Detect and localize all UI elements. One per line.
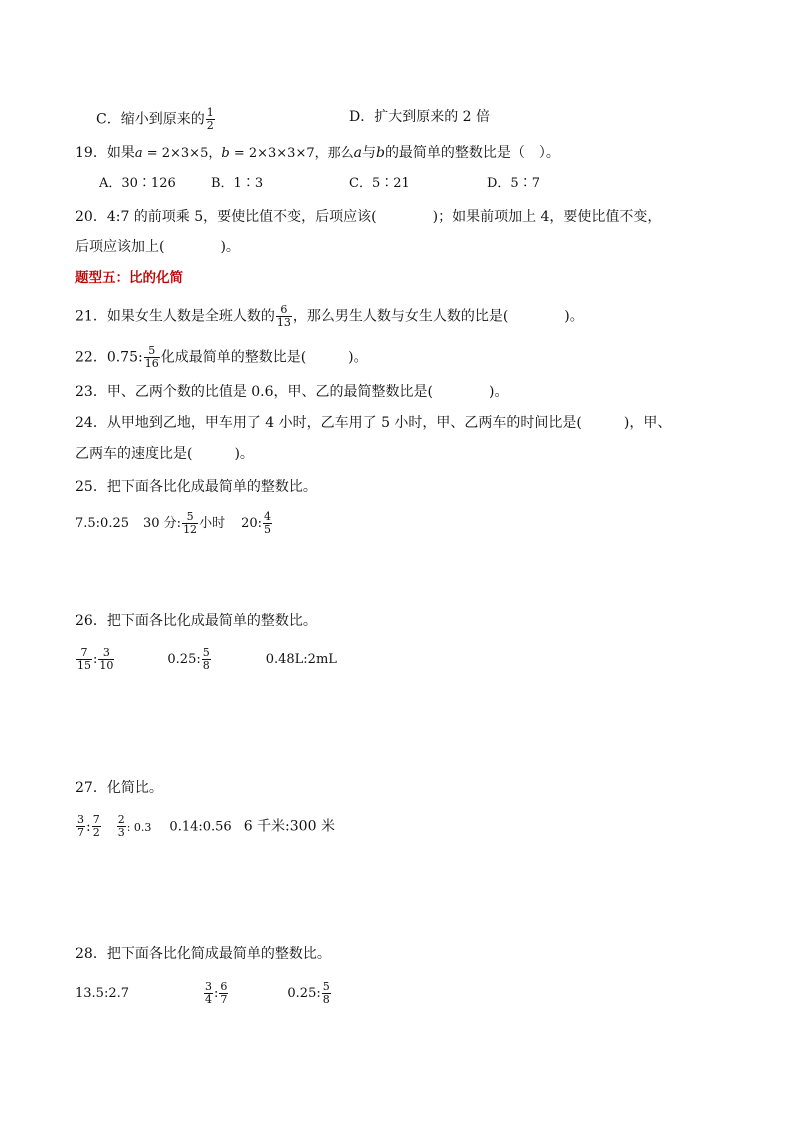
q24-line1: 24．从甲地到乙地，甲车用了 4 小时，乙车用了 5 小时，甲、乙两车的时间比是( )，甲、 xyxy=(75,415,672,431)
ratio-item: $\frac{3}{7}$ : $\frac{7}{2}$ xyxy=(77,813,100,839)
q25-title: 25．把下面各比化成最简单的整数比。 xyxy=(75,479,317,495)
q18-option-d: D．扩大到原来的 2 倍 xyxy=(349,109,491,125)
q19-option-b: B．1∶3 xyxy=(211,176,264,191)
q23-question: 23．甲、乙两个数的比值是 0.6，甲、乙的最简整数比是( )。 xyxy=(75,384,509,400)
ratio-item: 0.48L:2mL xyxy=(265,652,337,667)
fraction: $\frac{7}{2}$ xyxy=(92,813,100,839)
q26-items xyxy=(75,647,337,672)
q24-line2: 乙两车的速度比是( )。 xyxy=(75,446,254,462)
q19-option-a: A．30∶126 xyxy=(99,176,176,191)
q21-question: 21．如果女生人数是全班人数的 $\frac{6}{13}$ ，那么男生人数与女生人数的比是( )。 xyxy=(75,303,584,329)
q19-option-c: C．5∶21 xyxy=(349,176,410,191)
ratio-item: 0.14:0.56 xyxy=(169,819,232,835)
q27-items xyxy=(75,814,335,839)
fraction: $\frac{1}{2}$ xyxy=(206,106,214,132)
q18-option-c xyxy=(96,107,216,132)
fraction: $\frac{2}{3}$ xyxy=(117,813,125,839)
q26-title: 26．把下面各比化成最简单的整数比。 xyxy=(75,613,317,629)
fraction: $\frac{6}{13}$ xyxy=(276,303,291,329)
ratio-item: 6 千米:300 米 xyxy=(243,818,335,835)
fraction: $\frac{7}{15}$ xyxy=(77,646,91,672)
fraction: $\frac{5}{8}$ xyxy=(202,646,210,672)
q28-items xyxy=(75,981,332,1006)
ratio-item: 7.5:0.25 xyxy=(75,516,129,531)
q20-line2: 后项应该加上( )。 xyxy=(75,239,240,255)
ratio-item: 30 分: $\frac{5}{12}$ 小时 xyxy=(143,510,226,536)
fraction: $\frac{3}{10}$ xyxy=(99,646,114,672)
fraction: $\frac{3}{7}$ xyxy=(77,813,84,839)
fraction: $\frac{5}{8}$ xyxy=(322,980,330,1006)
q28-title: 28．把下面各比化简成最简单的整数比。 xyxy=(75,946,331,962)
q19-option-d: D．5∶7 xyxy=(487,176,540,191)
q27-title: 27．化简比。 xyxy=(75,780,163,796)
option-text: C．缩小到原来的 xyxy=(96,111,205,128)
section-heading: 题型五：比的化简 xyxy=(75,270,183,286)
q19-question: 19．如果a = 2×3×5，b = 2×3×3×7，那么a与b的最简单的整数比是（ ）。 xyxy=(75,145,560,161)
q20-line1: 20．4:7 的前项乘 5，要使比值不变，后项应该( )；如果前项加上 4，要使比值不变， xyxy=(75,209,662,225)
fraction: $\frac{3}{4}$ xyxy=(205,980,212,1006)
ratio-item: 0.25: $\frac{5}{8}$ xyxy=(287,980,330,1006)
fraction: $\frac{5}{16}$ xyxy=(144,344,159,370)
fraction: $\frac{6}{7}$ xyxy=(220,980,228,1006)
fraction: $\frac{4}{5}$ xyxy=(264,510,271,536)
q25-items xyxy=(75,511,273,536)
ratio-item: 0.25: $\frac{5}{8}$ xyxy=(167,646,210,672)
ratio-item: $\frac{2}{3}$ : 0.3 xyxy=(117,813,152,839)
ratio-item: $\frac{3}{4}$ : $\frac{6}{7}$ xyxy=(205,980,228,1006)
ratio-item: $\frac{7}{15}$ : $\frac{3}{10}$ xyxy=(77,646,114,672)
q22-question: 22．0.75: $\frac{5}{16}$ 化成最简单的整数比是( )。 xyxy=(75,344,368,370)
ratio-item: 20: $\frac{4}{5}$ xyxy=(241,510,271,536)
ratio-item: 13.5:2.7 xyxy=(75,986,129,1001)
fraction: $\frac{5}{12}$ xyxy=(183,510,198,536)
